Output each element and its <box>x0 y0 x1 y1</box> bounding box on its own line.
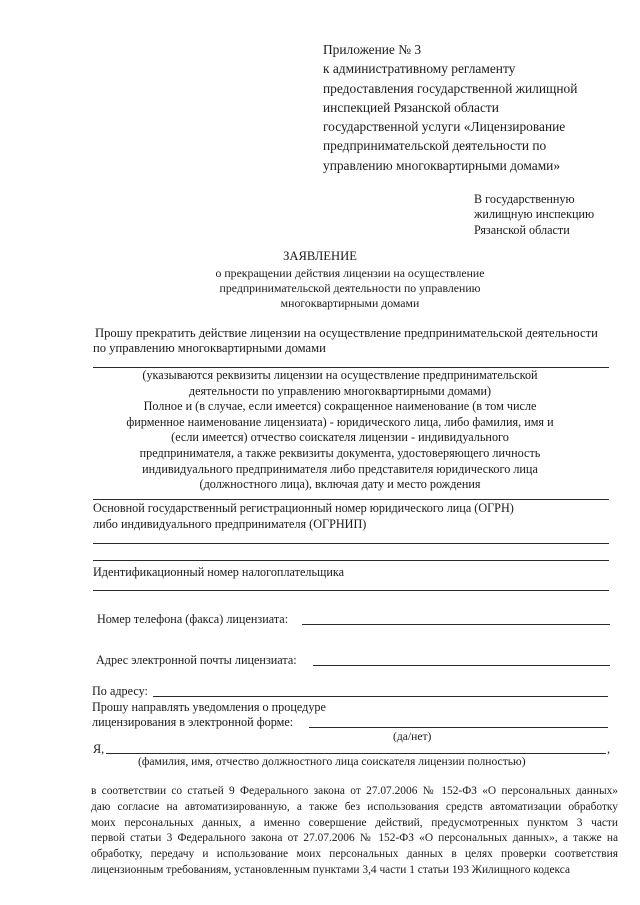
annex-line: Приложение № 3 <box>323 42 422 57</box>
email-label: Адрес электронной почты лицензиата: <box>96 653 297 667</box>
subtitle-line: предпринимательской деятельности по управлению <box>219 281 481 295</box>
consent-line: лицензионным требованиям, установленным пунктами 3,4 части 1 статьи 193 Жилищного кодекса <box>91 863 570 876</box>
addressee-line: жилищную инспекцию <box>474 207 595 222</box>
phone-field[interactable] <box>302 624 610 625</box>
notify-field[interactable] <box>309 727 608 728</box>
addressee-line: Рязанской области <box>474 222 570 237</box>
annex-line: предоставления государственной жилищной <box>323 80 578 96</box>
notify-label-line-2: лицензирования в электронной форме: <box>92 715 294 729</box>
document-subtitle <box>150 266 550 311</box>
ogrn-field-extra[interactable] <box>93 560 609 561</box>
applicant-name-field[interactable] <box>93 499 609 500</box>
hint-line: фирменное наименование лицензиата) - юридического лица, либо фамилия, имя и <box>126 414 554 429</box>
inn-label: Идентификационный номер налогоплательщика <box>93 565 345 579</box>
ogrn-label-line-1: Основной государственный регистрационный номер юридического лица (ОГРН) <box>93 501 514 515</box>
document-title: ЗАЯВЛЕНИЕ <box>283 249 357 263</box>
hint-line: (должностного лица), включая дату и место рождения <box>199 477 481 492</box>
i-label: Я, <box>93 742 105 756</box>
consent-line: первой статьи 3 Федерального закона от 27.07.2006 № 152-ФЗ «О персональных данных», а также на <box>91 832 618 845</box>
phone-label: Номер телефона (факса) лицензиата: <box>97 612 289 626</box>
annex-line: предпринимательской деятельности по <box>323 138 547 154</box>
addressee <box>474 192 594 238</box>
annex-line: государственной услуги «Лицензирование <box>323 119 566 135</box>
address-field[interactable] <box>153 696 608 697</box>
consent-line: моих персональных данных, а именно совершение действий, предусмотренных пунктом 3 части <box>91 816 618 829</box>
consent-paragraph <box>91 784 618 879</box>
hint-line: предпринимателя, а также реквизиты документа, удостоверяющего личность <box>139 445 541 460</box>
license-details-hint <box>120 368 560 493</box>
hint-line: (указываются реквизиты лицензии на осуществление предпринимательской <box>142 368 538 382</box>
hint-line: (если имеется) отчество соискателя лицензии - индивидуального <box>171 430 509 445</box>
ogrn-field[interactable] <box>93 543 609 544</box>
annex-line: управлению многоквартирными домами» <box>323 157 561 173</box>
email-field[interactable] <box>313 665 610 666</box>
inn-field[interactable] <box>93 590 609 591</box>
addressee-line: В государственную <box>474 192 575 206</box>
annex-header <box>323 40 623 175</box>
address-label: По адресу: <box>92 684 148 698</box>
subtitle-line: многоквартирными домами <box>280 296 420 310</box>
hint-line: индивидуального предпринимателя либо представителя юридического лица <box>142 461 538 476</box>
request-line-2: по управлению многоквартирными домами <box>93 341 326 355</box>
ogrn-label-line-2: либо индивидуального предпринимателя (ОГРНИП) <box>93 517 367 531</box>
consent-line: в соответствии со статьей 9 Федерального закона от 27.07.2006 № 152-ФЗ «О персональных данных» <box>91 785 618 797</box>
request-line-1: Прошу прекратить действие лицензии на осуществление предпринимательской деятельности <box>95 326 598 340</box>
subtitle-line: о прекращении действия лицензии на осуществление <box>215 266 485 280</box>
fio-field[interactable] <box>106 753 606 754</box>
notify-label-line-1: Прошу направлять уведомления о процедуре <box>92 700 326 714</box>
fio-end-comma: , <box>607 742 611 756</box>
fio-hint: (фамилия, имя, отчество должностного лица соискателя лицензии полностью) <box>138 755 526 768</box>
notify-hint: (да/нет) <box>393 730 432 743</box>
hint-line: Полное и (в случае, если имеется) сокращенное наименование (в том числе <box>143 399 537 414</box>
annex-line: инспекцией Рязанской области <box>323 99 499 115</box>
annex-line: к административному регламенту <box>323 61 516 77</box>
consent-line: обработку, передачу и использование моих персональных данных в целях проверки соответствия <box>91 848 618 861</box>
hint-line: деятельности по управлению многоквартирными домами) <box>188 383 492 398</box>
consent-line: даю согласие на автоматизированную, а также без использования средств автоматизации обработку <box>91 800 618 813</box>
